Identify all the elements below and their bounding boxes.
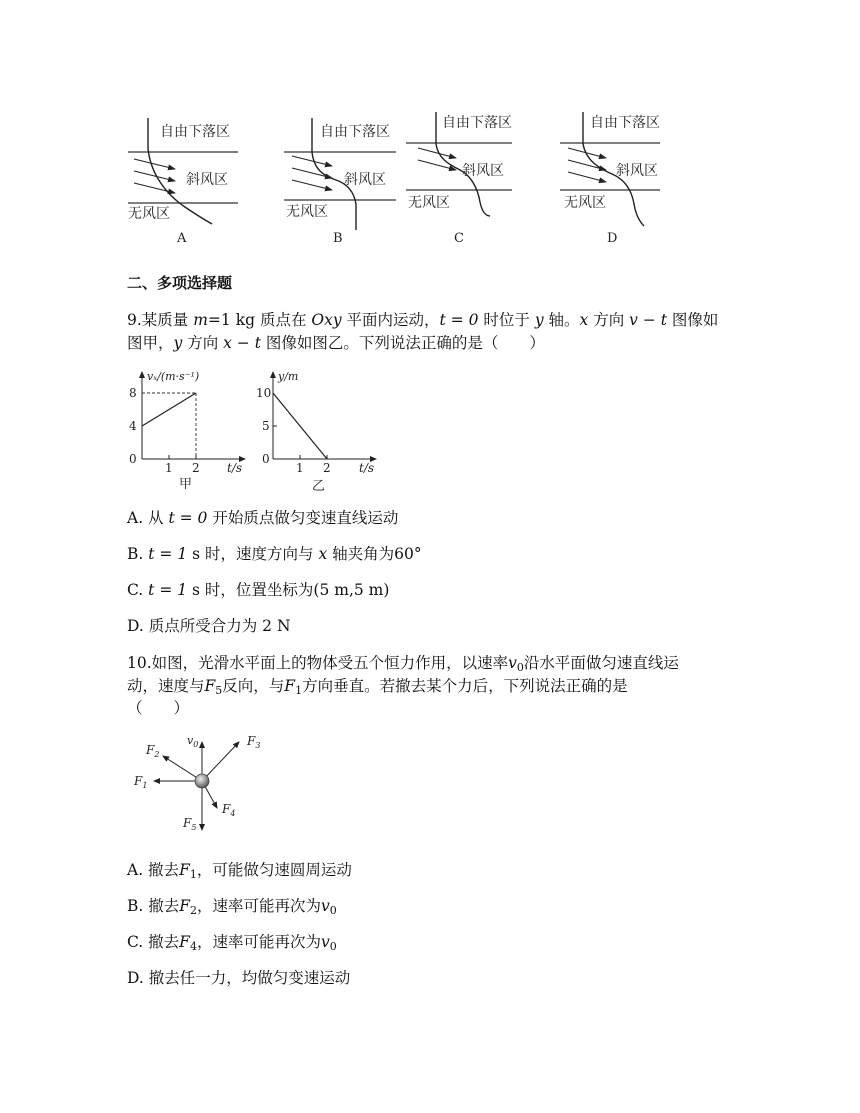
- q10-math-sub: 1: [295, 684, 303, 697]
- fig-label-f3: F: [247, 734, 256, 748]
- q10-stem-line1: [127, 652, 679, 674]
- q9-graph-b-ylabel: y/m: [278, 370, 299, 383]
- panel-d-no-wind-label: 无风区: [564, 195, 606, 211]
- q10-option-c-sub: 4: [189, 940, 197, 953]
- q10-option-a-math: F: [179, 861, 190, 879]
- q10-math-f: F: [204, 677, 216, 695]
- q9-graph-vx-t: [127, 366, 252, 496]
- q10-text: 反向，与: [222, 677, 285, 695]
- q10-math-v: v: [508, 654, 517, 672]
- q10-stem-line3: （ ）: [127, 699, 190, 717]
- q9-option-b-math: t = 1: [148, 545, 188, 563]
- q9-option-b-text: 轴夹角为60°: [327, 545, 422, 563]
- fig-label-v0: v: [187, 734, 194, 747]
- q9-graph-a-xtick: 1: [165, 461, 173, 475]
- q9-text: 图像如图乙。下列说法正确的是（ ）: [260, 334, 545, 352]
- q9-option-d[interactable]: D. 质点所受合力为 2 N: [127, 617, 291, 635]
- q9-graph-a-xtick: 2: [192, 461, 200, 475]
- q9-graph-a-ylabel: vₓ/(m·s⁻¹): [147, 370, 200, 383]
- q9-graph-a-caption: 甲: [179, 477, 193, 492]
- panel-b-option-label: B: [333, 231, 343, 246]
- wind-zone-figure: [120, 108, 700, 250]
- q10-force-diagram: [127, 728, 272, 838]
- fig-label-f1: F: [134, 774, 143, 788]
- q10-math-sub: 0: [516, 661, 524, 674]
- q10-text: 沿水平面做匀速直线运: [523, 654, 679, 672]
- q9-graph-a-xlabel: t/s: [227, 461, 243, 475]
- q9-option-a-text: 开始质点做匀变速直线运动: [207, 509, 399, 527]
- q9-graph-b-caption: 乙: [312, 479, 326, 494]
- panel-d-option-label: D: [607, 231, 618, 246]
- panel-a-no-wind-label: 无风区: [128, 206, 170, 222]
- q10-option-a-sub: 1: [189, 868, 197, 881]
- fig-label-f4-sub: 4: [230, 809, 236, 818]
- q10-text: 方向垂直。若撤去某个力后，下列说法正确的是: [302, 677, 628, 695]
- panel-c-slant-wind-label: 斜风区: [462, 163, 504, 179]
- q10-option-c-vsub: 0: [329, 940, 337, 953]
- fig-label-f2: F: [146, 743, 155, 757]
- q9-text: 平面内运动，: [341, 311, 440, 329]
- section-title: 二、多项选择题: [127, 274, 233, 292]
- panel-a-option-label: A: [177, 231, 187, 246]
- q10-option-d[interactable]: D. 撤去任一力，均做匀变速运动: [127, 969, 351, 987]
- q9-option-b[interactable]: [127, 543, 422, 565]
- fig-label-f5-sub: 5: [191, 823, 197, 832]
- panel-c-option-label: C: [454, 231, 464, 246]
- q9-option-c-text: C.: [127, 581, 149, 599]
- q9-math-t0: t = 0: [439, 311, 479, 329]
- q9-option-b-text: B.: [127, 545, 149, 563]
- panel-d-free-fall-label: 自由下落区: [590, 115, 660, 131]
- q9-option-b-text: s 时，速度方向与: [187, 545, 319, 563]
- svg-text:F5: [182, 816, 196, 832]
- q9-graph-b-xtick: 1: [296, 461, 304, 475]
- panel-d-slant-wind-label: 斜风区: [616, 163, 658, 179]
- q10-option-c-text: C. 撤去: [127, 933, 180, 951]
- q10-text: 动，速度与: [127, 677, 205, 695]
- panel-a-slant-wind-label: 斜风区: [186, 172, 228, 188]
- q9-graph-a-ytick: 4: [129, 419, 137, 433]
- panel-c: [406, 112, 512, 246]
- q9-graph-a-ytick: 0: [129, 452, 137, 466]
- q10-option-b-math-v: v: [321, 897, 330, 915]
- q9-graph-b-ytick: 10: [256, 386, 272, 400]
- panel-a: [128, 118, 238, 246]
- q10-option-b-sub: 2: [190, 904, 198, 917]
- q9-math-oxy: Oxy: [311, 311, 342, 329]
- fig-label-f5: F: [183, 816, 192, 830]
- q10-option-c-text: ，速率可能再次为: [196, 933, 321, 951]
- q10-option-c-math-v: v: [320, 933, 330, 951]
- fig-label-f2-sub: 2: [154, 750, 160, 759]
- q9-option-c-math: t = 1: [148, 581, 188, 599]
- q10-option-a-text: A. 撤去: [127, 861, 180, 879]
- q10-option-b-text: B. 撤去: [127, 897, 180, 915]
- q9-graph-b-ytick: 0: [262, 452, 270, 466]
- fig-label-v0-sub: 0: [193, 740, 199, 749]
- q9-text: 图甲，: [127, 334, 174, 352]
- panel-c-free-fall-label: 自由下落区: [442, 115, 512, 131]
- q9-graph-b-xlabel: t/s: [359, 461, 375, 475]
- q9-math-y: y: [534, 311, 544, 329]
- q9-text: =1 kg 质点在: [207, 311, 312, 329]
- q9-math-vt: v − t: [629, 311, 667, 329]
- fig-label-f1-sub: 1: [142, 781, 148, 790]
- svg-text:F2: [145, 743, 159, 759]
- q10-math-f: F: [284, 677, 296, 695]
- q9-option-a-text: A. 从: [127, 509, 169, 527]
- q10-option-b-vsub: 0: [329, 904, 337, 917]
- q10-text: 10.如图，光滑水平面上的物体受五个恒力作用，以速率: [127, 654, 509, 672]
- q9-stem-line2: [127, 332, 545, 354]
- q10-option-c[interactable]: [127, 931, 337, 953]
- q9-graph-b-line: [273, 393, 327, 459]
- q9-math-y2: y: [173, 334, 183, 352]
- panel-d: [560, 112, 660, 246]
- q9-option-c-text: s 时，位置坐标为(5 m,5 m): [187, 581, 390, 599]
- svg-text:F4: [221, 802, 235, 818]
- q10-option-b[interactable]: [127, 895, 337, 917]
- fig-label-f4: F: [222, 802, 231, 816]
- q9-text: 时位于: [478, 311, 535, 329]
- q9-graph-a-line: [142, 393, 196, 426]
- q9-graph-y-t: [256, 366, 381, 496]
- q9-math-x: x: [579, 311, 589, 329]
- q10-option-b-text: ，速率可能再次为: [197, 897, 322, 915]
- q9-option-b-math-x: x: [318, 545, 328, 563]
- q9-graph-a-ytick: 8: [129, 386, 137, 400]
- q9-text: 图像如: [666, 311, 719, 329]
- q9-text: 方向: [588, 311, 630, 329]
- q9-text: 轴。: [543, 311, 580, 329]
- q10-option-a-text: ，可能做匀速圆周运动: [196, 861, 352, 879]
- panel-a-free-fall-label: 自由下落区: [160, 124, 230, 140]
- q10-option-b-math: F: [179, 897, 191, 915]
- q9-graph-b-xtick: 2: [323, 461, 331, 475]
- panel-b-no-wind-label: 无风区: [286, 204, 328, 220]
- svg-text:v0: [187, 734, 198, 749]
- q10-math-sub: 5: [215, 684, 223, 697]
- object-ball: [195, 774, 209, 788]
- panel-c-no-wind-label: 无风区: [408, 195, 450, 211]
- fig-label-f3-sub: 3: [255, 741, 261, 750]
- svg-text:F1: [133, 774, 147, 790]
- panel-b-free-fall-label: 自由下落区: [320, 124, 390, 140]
- q9-option-c[interactable]: [127, 579, 389, 601]
- q10-option-c-math: F: [179, 933, 190, 951]
- panel-b: [284, 118, 396, 246]
- q9-stem-line1: [127, 309, 718, 331]
- panel-b-slant-wind-label: 斜风区: [344, 172, 386, 188]
- q10-stem-line2: [127, 675, 628, 697]
- q9-option-a[interactable]: [127, 507, 398, 529]
- q9-option-a-math: t = 0: [168, 509, 208, 527]
- q9-text: 9.某质量: [127, 311, 194, 329]
- svg-text:F3: [246, 734, 260, 750]
- q9-math-m: m: [193, 311, 208, 329]
- q9-math-xt: x − t: [223, 334, 261, 352]
- q9-graph-b-ytick: 5: [262, 419, 270, 433]
- q9-text: 方向: [182, 334, 224, 352]
- q10-option-a[interactable]: [127, 859, 352, 881]
